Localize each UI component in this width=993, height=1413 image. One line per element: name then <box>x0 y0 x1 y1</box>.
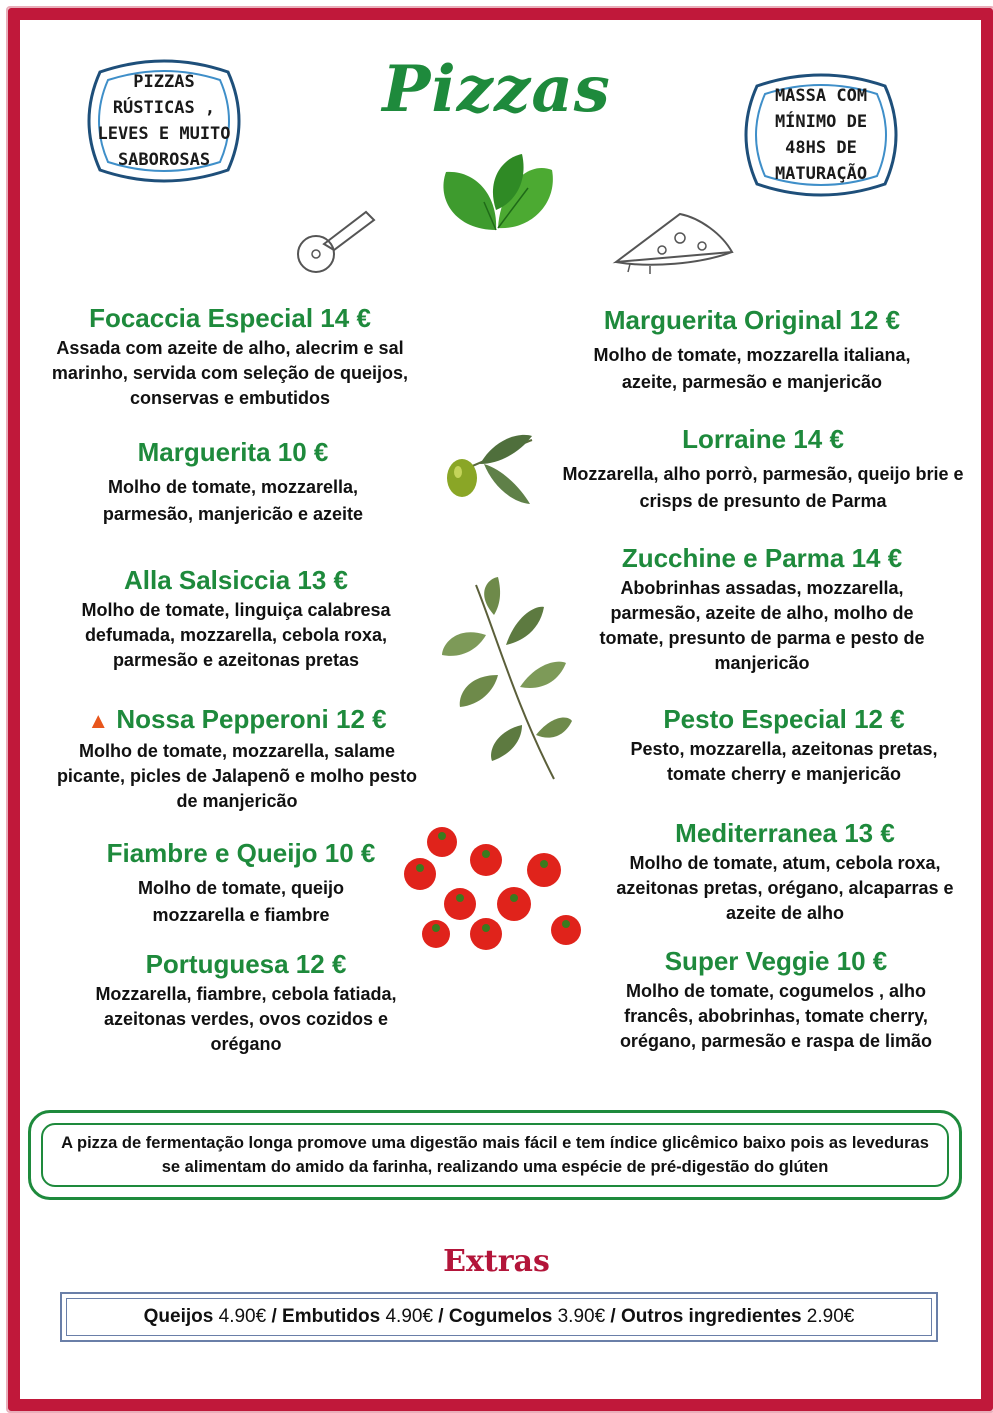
olive-branch-icon <box>440 430 536 510</box>
pizza-cutter-icon <box>294 204 380 276</box>
page-title: Pizzas <box>382 52 611 127</box>
pizza-name: Alla Salsiccia 13 € <box>123 565 349 595</box>
cherry-tomatoes-icon <box>398 822 586 952</box>
extra-price: 4.90€ <box>218 1306 267 1327</box>
pizza-description: Molho de tomate, mozzarella, salame picante, picles de Jalapenõ e molho pesto de manjericão <box>56 741 418 811</box>
pizza-description: Abobrinhas assadas, mozzarella, parmesão, azeite de alho, molho de tomate, presunto de parma e pesto de manjericão <box>599 578 925 673</box>
fermentation-note-text: A pizza de fermentação longa promove uma digestão mais fácil e tem índice glicêmico baixo pois as leveduras se alimentam do amido da farinha, realizando uma espécie de pré-digestão do glúten <box>41 1123 949 1187</box>
extra-label: Queijos <box>143 1306 214 1327</box>
pizza-description: Pesto, mozzarella, azeitonas pretas, tomate cherry e manjericão <box>630 739 938 784</box>
pizza-description: Mozzarella, fiambre, cebola fatiada, azeitonas verdes, ovos cozidos e orégano <box>95 984 397 1054</box>
menu-item <box>586 945 966 1054</box>
pizza-description: Molho de tomate, linguiça calabresa defumada, mozzarella, cebola roxa, parmesão e azeitonas pretas <box>81 600 391 670</box>
badge-left <box>80 52 248 190</box>
pizza-description: Molho de tomate, cogumelos , alho francês, abobrinhas, tomate cherry, orégano, parmesão e raspa de limão <box>619 981 933 1051</box>
pizza-name: Nossa Pepperoni 12 € <box>116 704 387 734</box>
menu-item <box>556 423 970 515</box>
fire-icon: ▲ <box>87 708 110 733</box>
pizza-name: Portuguesa 12 € <box>145 949 347 979</box>
pizza-name: Focaccia Especial 14 € <box>89 303 371 333</box>
pizza-name: Mediterranea 13 € <box>675 818 895 848</box>
pizza-name: Super Veggie 10 € <box>664 946 888 976</box>
pizza-name: Marguerita Original 12 € <box>603 305 901 335</box>
basil-leaves-icon <box>436 150 560 236</box>
pizza-description: Molho de tomate, queijo mozzarella e fiambre <box>138 878 344 925</box>
menu-item <box>580 542 944 676</box>
extra-separator: / <box>433 1306 449 1327</box>
extra-separator: / <box>605 1306 621 1327</box>
menu-item <box>40 302 420 411</box>
extra-price: 3.90€ <box>557 1306 606 1327</box>
menu-item <box>552 304 952 396</box>
pizza-description: Assada com azeite de alho, alecrim e sal marinho, servida com seleção de queijos, conservas e embutidos <box>51 338 409 408</box>
pizza-description: Molho de tomate, atum, cebola roxa, azeitonas pretas, orégano, alcaparras e azeite de alho <box>616 853 954 923</box>
pizza-description: Molho de tomate, mozzarella italiana, azeite, parmesão e manjericão <box>593 345 911 392</box>
pizza-name: Marguerita 10 € <box>137 437 329 467</box>
pizza-name: Fiambre e Queijo 10 € <box>106 838 376 868</box>
menu-item <box>598 817 972 926</box>
badge-left-text: PIZZAS RÚSTICAS , LEVES E MUITO SABOROSAS <box>97 72 231 170</box>
menu-item <box>76 837 406 929</box>
pizza-description: Molho de tomate, mozzarella, parmesão, manjericão e azeite <box>102 477 364 524</box>
fermentation-note <box>28 1110 962 1200</box>
extras-title: Extras <box>443 1244 550 1279</box>
badge-right <box>737 66 905 204</box>
menu-item <box>596 703 972 787</box>
menu-item <box>40 703 434 814</box>
extra-label: Cogumelos <box>448 1306 553 1327</box>
extra-separator: / <box>266 1306 283 1327</box>
extra-label: Embutidos <box>282 1306 381 1327</box>
pizza-slice-icon <box>610 208 740 274</box>
menu-item <box>46 564 426 673</box>
extra-price: 4.90€ <box>385 1306 434 1327</box>
pizza-description: Mozzarella, alho porrò, parmesão, queijo brie e crisps de presunto de Parma <box>562 464 964 511</box>
pizza-name: Zucchine e Parma 14 € <box>621 543 903 573</box>
pizza-name: Pesto Especial 12 € <box>663 704 905 734</box>
badge-right-text: MASSA COM MÍNIMO DE 48HS DE MATURAÇÃO <box>774 86 868 184</box>
menu-item <box>60 436 406 528</box>
menu-item <box>76 948 416 1057</box>
extra-price: 2.90€ <box>806 1306 855 1327</box>
extras-box <box>60 1292 938 1342</box>
olive-sprig-icon <box>436 575 574 785</box>
extra-label: Outros ingredientes <box>620 1306 802 1327</box>
extras-list <box>144 1306 855 1328</box>
pizza-name: Lorraine 14 € <box>682 424 844 454</box>
